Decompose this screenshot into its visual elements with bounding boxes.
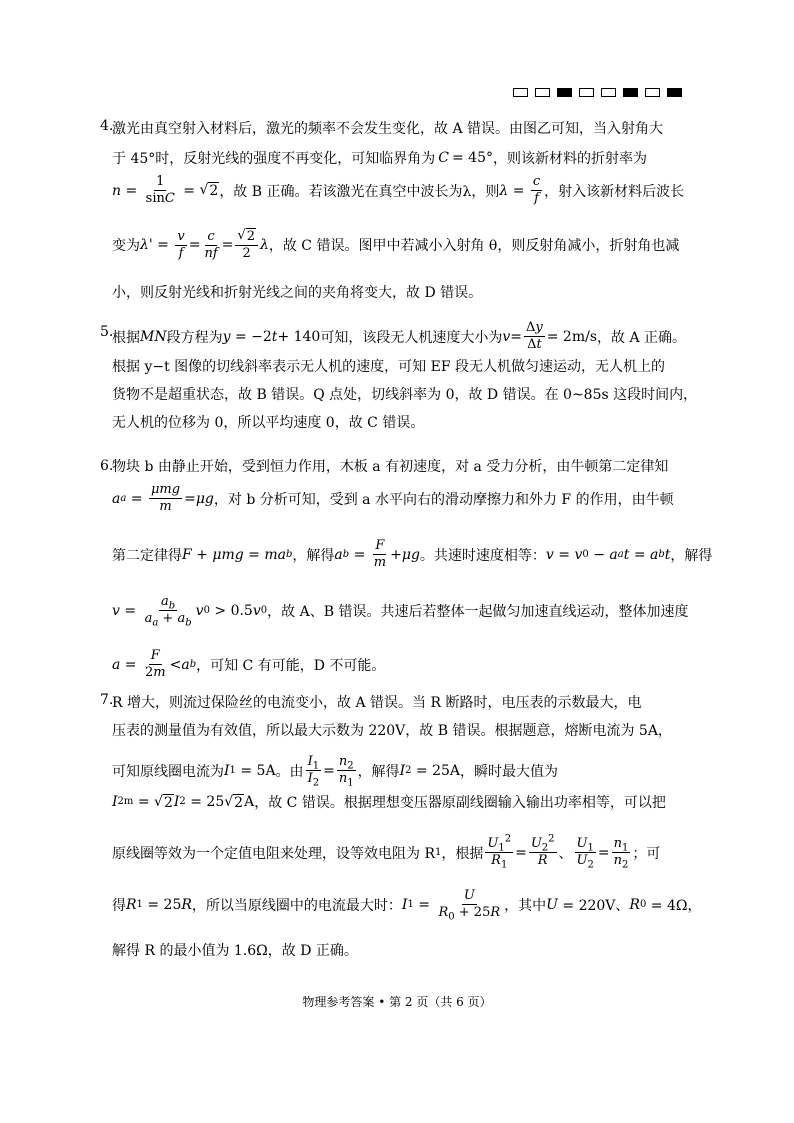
text: ，其中 <box>504 897 547 914</box>
fraction: $\frac{c}{f}$ <box>532 174 541 206</box>
q6-line-3: 第二定律得 F + μmg = ma b ，解得 a b = $\frac{F}{m}$ + μg 。共速时速度相等： v = v 0 − a a t = a b t ，解得 <box>112 538 713 570</box>
text: ；可 <box>632 845 661 862</box>
page-marks <box>513 88 682 97</box>
text: ，解得 <box>670 547 713 564</box>
text: 货物不是超重状态，故 B 错误。Q 点处，切线斜率为 0，故 D 错误。在 0~85s 这段时间内， <box>112 387 698 403</box>
text: ，对 b 分析可知，受到 a 水平向右的滑动摩擦力和外力 F 的作用，由牛顿 <box>213 491 674 508</box>
q7-line-7 <box>112 940 682 960</box>
fraction: $\frac{U}{R_0 + 25R}$ <box>438 888 501 923</box>
text: 得 <box>112 897 126 914</box>
q7-line-2 <box>112 720 682 740</box>
q7-line-1 <box>112 692 682 712</box>
mark-box <box>623 88 638 97</box>
mark-box <box>557 88 572 97</box>
q4-line-5 <box>112 282 682 302</box>
text: ，故 A、B 错误。共速后若整体一起做匀加速直线运动，整体加速度 <box>267 603 689 620</box>
text: ，故 C 错误。图甲中若减小入射角 θ，则反射角减小，折射角也减 <box>268 238 680 254</box>
q5-line-3 <box>112 384 698 404</box>
q6-line-5: a = $\frac{F}{2m}$ < a b ，可知 C 有可能，D 不可能。 <box>112 648 386 680</box>
text: 根据 <box>112 329 140 346</box>
text: R 增大，则流过保险丝的电流变小，故 A 错误。当 R 断路时，电压表的示数最大，电 <box>112 695 642 711</box>
text: ，故 A 正确。 <box>597 329 687 346</box>
text: MN <box>140 328 167 345</box>
text: 段方程为 <box>166 329 223 346</box>
fraction: √ 2 2 <box>235 228 258 262</box>
fraction: $\frac{F}{m}$ <box>373 538 387 570</box>
q6-line-4: v = $\frac{a_b}{a_a + a_b}$ v 0 > 0.5 v 0 ，故 A、B 错误。共速后若整体一起做匀加速直线运动，整体加速度 <box>112 594 689 629</box>
text: ，则该新材料的折射率为 <box>492 151 647 167</box>
mark-box <box>645 88 660 97</box>
page-footer: 物理参考答案 • 第 2 页（共 6 页） <box>302 995 492 1009</box>
text: 小，则反射光线和折射光线之间的夹角将变大，故 D 错误。 <box>112 285 483 301</box>
fraction: $\frac{F}{2m}$ <box>145 648 166 680</box>
fraction: $\frac{c}{nf}$ <box>204 228 218 261</box>
text: ，故 B 正确。若该激光在真空中波长为λ，则 <box>219 183 500 200</box>
q7-line-3: 可知原线圈电流为 I 1 = 5A 。由 $\frac{I_1}{I_2}$ = $\frac{n_2}{n_1}$ ，解得 I 2 = 25A ，瞬时最大值为 <box>112 754 559 789</box>
q7-line-6: 得 R 1 = 25 R ，所以当原线圈中的电流最大时： I 1 = $\frac{U}{R_0 + 25R}$ ，其中 U = 220V、 R 0 = 4Ω， <box>112 888 702 923</box>
fraction: $\frac{v}{f}$ <box>177 228 185 261</box>
text: ，解得 <box>292 547 335 564</box>
question-number: 5. <box>100 324 114 340</box>
q6-line-2: a a = $\frac{\text{μmg}}{m}$ = μg ，对 b 分析可知，受到 a 水平向右的滑动摩擦力和外力 F 的作用，由牛顿 <box>112 482 674 514</box>
text: 。共速时速度相等： <box>419 547 546 564</box>
fraction: $\frac{1}{\sin C}$ <box>145 174 175 206</box>
q5-line-1: 根据 MN 段方程为 y = −2 t + 140 可知，该段无人机速度大小为 v = $\frac{\Delta y}{\Delta t}$ = 2m/s ，故 A 正确。 <box>112 320 687 352</box>
text: 于 45°时，反射光线的强度不再变化，可知临界角为 <box>112 151 436 167</box>
text: ，射入该新材料后波长 <box>544 183 685 200</box>
fraction: $\frac{n_2}{n_1}$ <box>338 754 354 789</box>
fraction: $\frac{a_b}{a_a + a_b}$ <box>144 594 192 629</box>
text: ，所以当原线圈中的电流最大时： <box>191 897 402 914</box>
text: 变为 <box>112 238 140 254</box>
q5-line-4 <box>112 412 682 432</box>
text: 。由 <box>275 763 304 780</box>
text: ，解得 <box>357 763 400 780</box>
text: ，瞬时最大值为 <box>460 763 559 780</box>
question-number: 7. <box>100 692 114 708</box>
q4-line-1 <box>112 118 682 138</box>
fraction: $\frac{\text{μmg}}{m}$ <box>150 482 181 514</box>
text: 解得 R 的最小值为 1.6Ω，故 D 正确。 <box>112 943 358 959</box>
text: 压表的测量值为有效值，所以最大示数为 220V，故 B 错误。根据题意，熔断电流为 5A， <box>112 723 672 739</box>
text: 根据 y−t 图像的切线斜率表示无人机的速度，可知 EF 段无人机做匀速运动，无人机上的 <box>112 359 665 375</box>
q7-line-4: I 2m = √ 2 I 2 = 25 √ 2 A ，故 C 错误。根据理想变压器原副线圈输入输出功率相等，可以把 <box>112 793 666 811</box>
mark-box <box>667 88 682 97</box>
question-number: 4. <box>100 118 114 134</box>
q4-line-3: n = $\frac{1}{\sin C}$ = √ 2 ，故 B 正确。若该激光在真空中波长为λ，则 λ = $\frac{c}{f}$ ，射入该新材料后波长 <box>112 174 685 206</box>
q5-line-2 <box>112 356 682 376</box>
mark-box <box>601 88 616 97</box>
text: 激光由真空射入材料后，激光的频率不会发生变化，故 A 错误。由图乙可知，当入射角大 <box>112 121 664 137</box>
mark-box <box>513 88 528 97</box>
text: 原线圈等效为一个定值电阻来处理，设等效电阻为 R <box>112 845 435 862</box>
fraction: $\frac{I_1}{I_2}$ <box>307 754 320 789</box>
fraction: $\frac{U_1}{U_2}$ <box>576 836 594 871</box>
fraction: $\frac{\Delta y}{\Delta t}$ <box>526 320 543 352</box>
text: ，根据 <box>441 845 484 862</box>
fraction: $\frac{n_1}{n_2}$ <box>613 836 629 871</box>
q4-line-4: 变为 λ' = $\frac{v}{f}$ = $\frac{c}{nf}$ = √ 2 2 λ ，故 C 错误。图甲中若减小入射角 θ，则反射角减小，折射角也减 <box>112 228 680 261</box>
fraction: $\frac{U_2^2}{R}$ <box>530 833 555 868</box>
q6-line-1 <box>112 456 682 476</box>
text: ，故 C 错误。根据理想变压器原副线圈输入输出功率相等，可以把 <box>254 795 666 811</box>
question-number: 6. <box>100 458 114 474</box>
q4-line-2: 于 45°时，反射光线的强度不再变化，可知临界角为 C = 45° ，则该新材料的折射率为 <box>112 150 647 167</box>
text: 、 <box>558 845 573 862</box>
text: 可知，该段无人机速度大小为 <box>320 329 503 346</box>
mark-box <box>535 88 550 97</box>
fraction: $\frac{U_1^2}{R_1}$ <box>487 833 512 871</box>
text: 第二定律得 <box>112 547 182 564</box>
q7-line-5: 原线圈等效为一个定值电阻来处理，设等效电阻为 R 1 ，根据 $\frac{U_1^2}{R_1}$ = $\frac{U_2^2}{R}$ 、 $\frac{U_1}{U_2}$ = $\frac{n_1}{n_2}$ ；可 <box>112 833 661 871</box>
text: 无人机的位移为 0，所以平均速度 0，故 C 错误。 <box>112 415 425 431</box>
mark-box <box>579 88 594 97</box>
text: 物块 b 由静止开始，受到恒力作用，木板 a 有初速度，对 a 受力分析，由牛顿第二定律知 <box>112 459 669 475</box>
text: ，可知 C 有可能，D 不可能。 <box>196 657 386 674</box>
text: 可知原线圈电流为 <box>112 763 224 780</box>
